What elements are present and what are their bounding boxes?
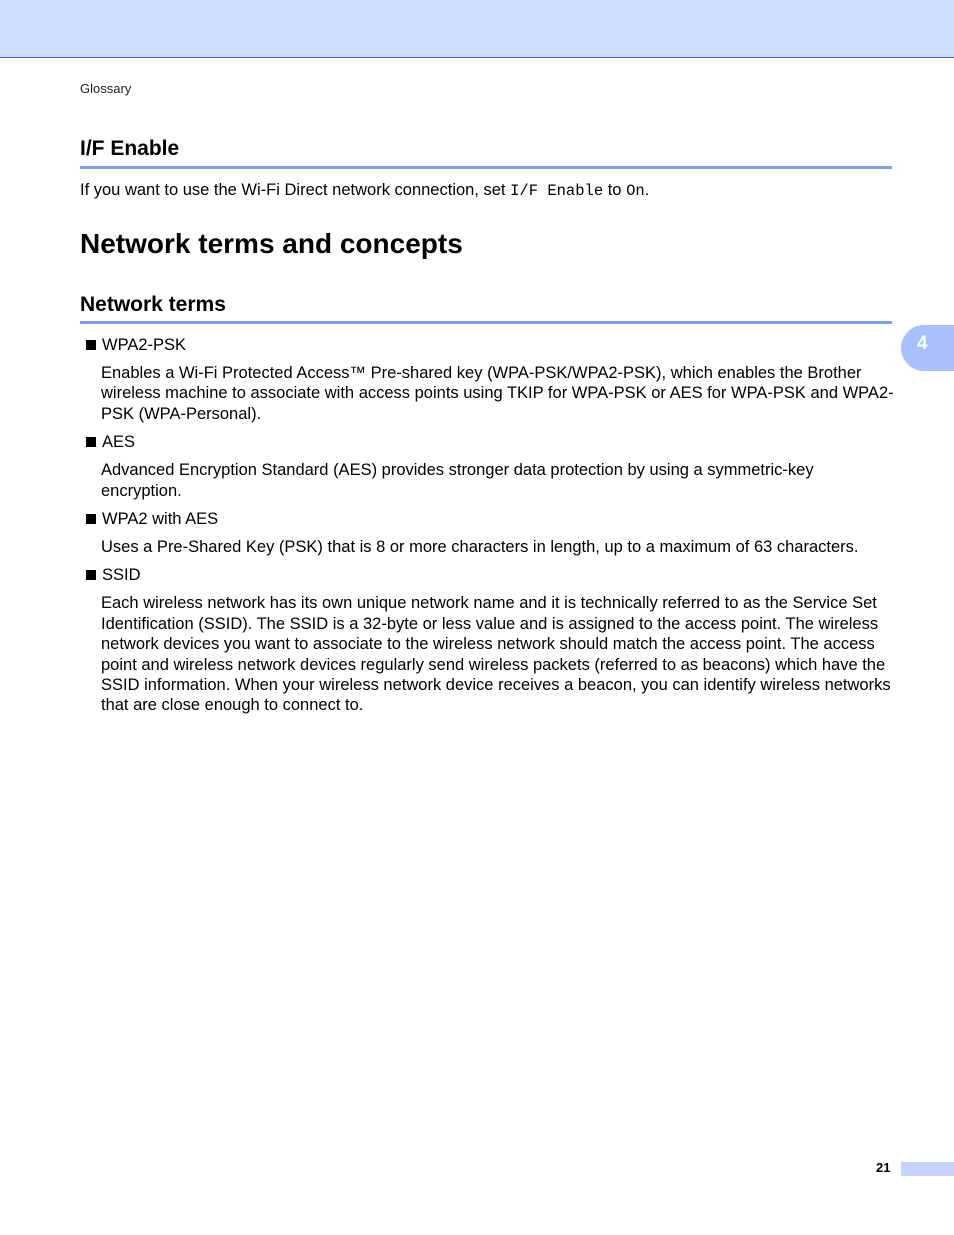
page-title: Network terms and concepts: [80, 228, 463, 259]
value-code: On: [626, 182, 645, 200]
term-description: Advanced Encryption Standard (AES) provides stronger data protection by using a symmetric-key encryption.: [101, 461, 814, 500]
page-number-bar: [901, 1162, 954, 1176]
square-bullet-icon: [86, 437, 96, 447]
section-title-network-terms: Network terms: [80, 293, 226, 316]
section-rule: [80, 321, 892, 324]
square-bullet-icon: [86, 570, 96, 580]
section-title-if-enable: I/F Enable: [80, 137, 180, 160]
term-description: Enables a Wi-Fi Protected Access™ Pre-shared key (WPA-PSK/WPA2-PSK), which enables the Brother wireless machine to associate with access points using TKIP for WPA-PSK or AES for WPA-PSK and WPA2-PSK (WPA-Personal).: [101, 364, 894, 423]
header-band: [0, 0, 954, 58]
section-rule: [80, 166, 892, 169]
term-description: Each wireless network has its own unique network name and it is technically referred to as the Service Set Identification (SSID). The SSID is a 32-byte or less value and is assigned to the access point. The wireless network devices you want to associate to the wireless network should match the access point. The access point and wireless network devices regularly send wireless packets (referred to as beacons) which have the SSID information. When your wireless network device receives a beacon, you can identify wireless networks that are close enough to connect to.: [101, 594, 891, 715]
term-label: WPA2 with AES: [102, 510, 219, 529]
list-item: [80, 432, 895, 501]
square-bullet-icon: [86, 340, 96, 350]
chapter-number: 4: [917, 333, 928, 354]
page-number: 21: [876, 1160, 891, 1175]
list-item: [80, 509, 895, 557]
term-label: SSID: [102, 566, 141, 585]
list-item: [80, 565, 895, 715]
if-enable-paragraph: If you want to use the Wi-Fi Direct network connection, set I/F Enable to On.: [80, 181, 650, 200]
setting-code: I/F Enable: [510, 182, 604, 200]
term-label: AES: [102, 433, 136, 452]
terms-list: [80, 335, 895, 724]
list-item: [80, 335, 895, 424]
breadcrumb: Glossary: [80, 81, 132, 96]
square-bullet-icon: [86, 514, 96, 524]
term-label: WPA2-PSK: [102, 336, 187, 354]
term-description: Uses a Pre-Shared Key (PSK) that is 8 or more characters in length, up to a maximum of 63 characters.: [101, 538, 859, 557]
